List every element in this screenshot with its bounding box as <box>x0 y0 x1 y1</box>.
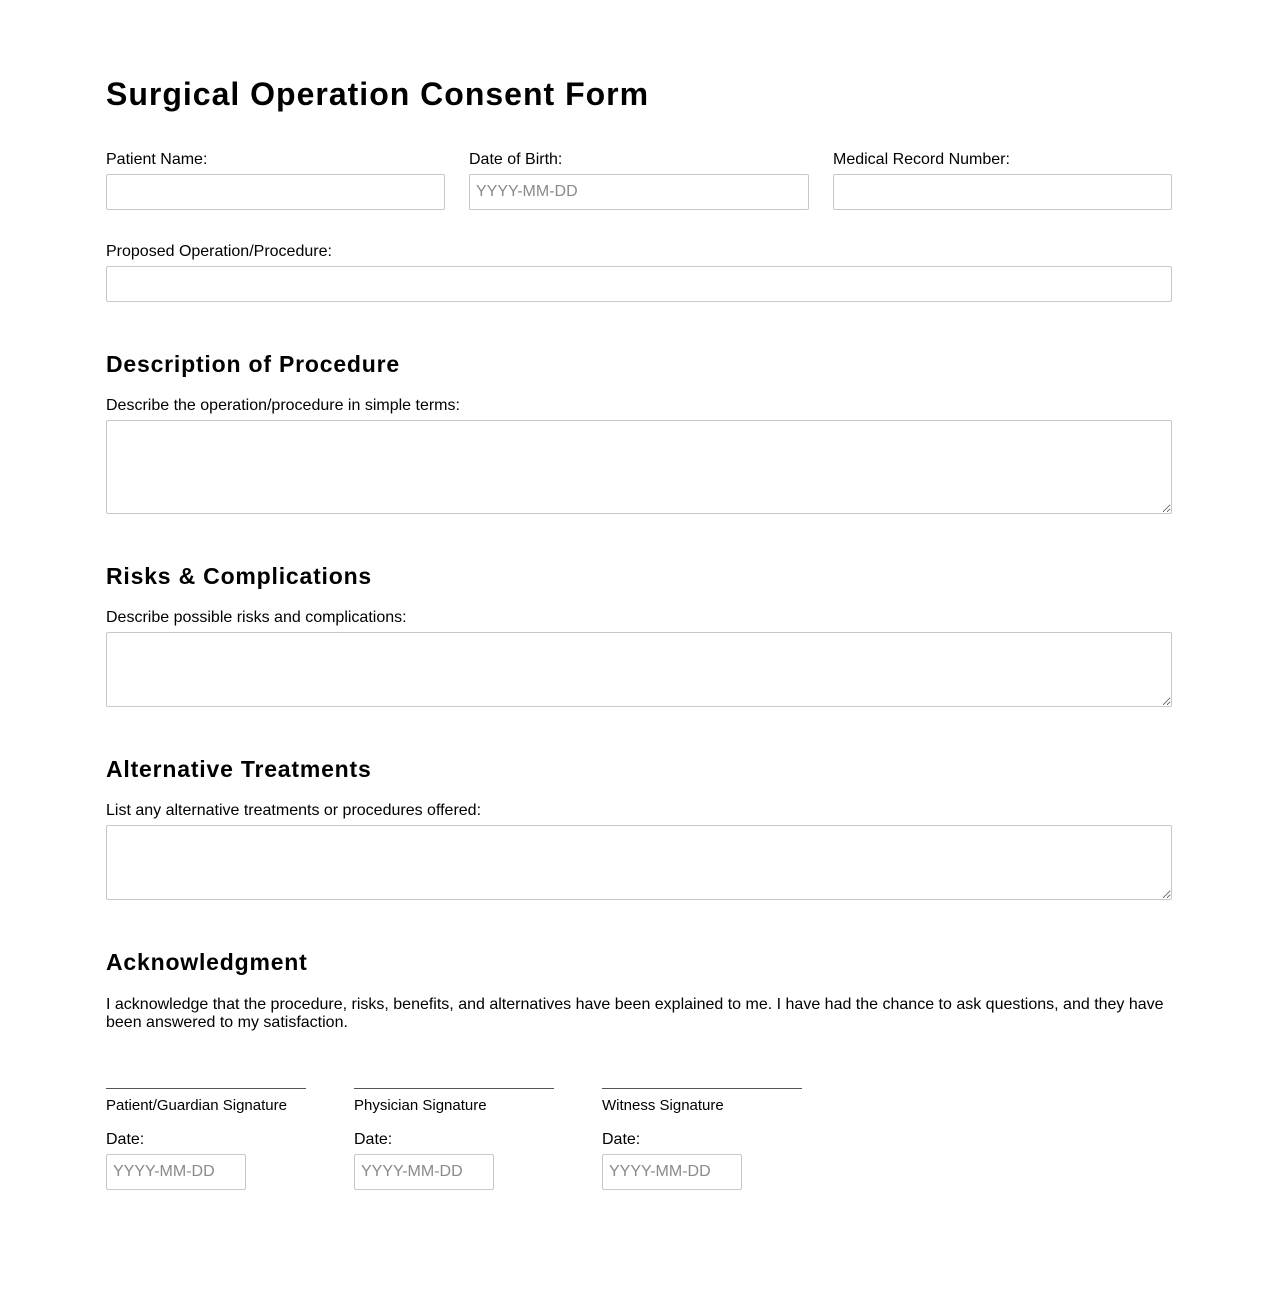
patient-signature-line[interactable] <box>106 1088 306 1089</box>
risks-heading: Risks & Complications <box>106 563 373 589</box>
description-textarea[interactable] <box>106 420 1172 514</box>
witness-signature-label: Witness Signature <box>602 1097 724 1114</box>
date-of-birth-input[interactable] <box>469 174 809 210</box>
witness-date-label: Date: <box>602 1131 641 1148</box>
medical-record-number-label: Medical Record Number: <box>833 151 1010 168</box>
page-title: Surgical Operation Consent Form <box>106 76 650 112</box>
proposed-procedure-label: Proposed Operation/Procedure: <box>106 243 332 260</box>
physician-signature-label: Physician Signature <box>354 1097 487 1114</box>
alternatives-textarea[interactable] <box>106 825 1172 900</box>
acknowledgment-text: I acknowledge that the procedure, risks, benefits, and alternatives have been explained to me. I have had the chance to ask questions, and they have been answered to my satisfaction. <box>106 996 1164 1031</box>
acknowledgment-heading: Acknowledgment <box>106 949 308 975</box>
proposed-procedure-input[interactable] <box>106 266 1172 302</box>
physician-signature-line[interactable] <box>354 1088 554 1089</box>
alternatives-label: List any alternative treatments or procedures offered: <box>106 802 482 819</box>
patient-name-input[interactable] <box>106 174 445 210</box>
date-of-birth-label: Date of Birth: <box>469 151 563 168</box>
risks-label: Describe possible risks and complications: <box>106 609 407 626</box>
physician-date-input[interactable] <box>354 1154 494 1190</box>
physician-date-label: Date: <box>354 1131 393 1148</box>
witness-date-input[interactable] <box>602 1154 742 1190</box>
description-heading: Description of Procedure <box>106 351 400 377</box>
description-label: Describe the operation/procedure in simple terms: <box>106 397 460 414</box>
witness-signature-line[interactable] <box>602 1088 802 1089</box>
medical-record-number-input[interactable] <box>833 174 1172 210</box>
patient-name-label: Patient Name: <box>106 151 208 168</box>
risks-textarea[interactable] <box>106 632 1172 707</box>
patient-date-input[interactable] <box>106 1154 246 1190</box>
alternatives-heading: Alternative Treatments <box>106 756 372 782</box>
patient-signature-label: Patient/Guardian Signature <box>106 1097 287 1114</box>
patient-date-label: Date: <box>106 1131 145 1148</box>
